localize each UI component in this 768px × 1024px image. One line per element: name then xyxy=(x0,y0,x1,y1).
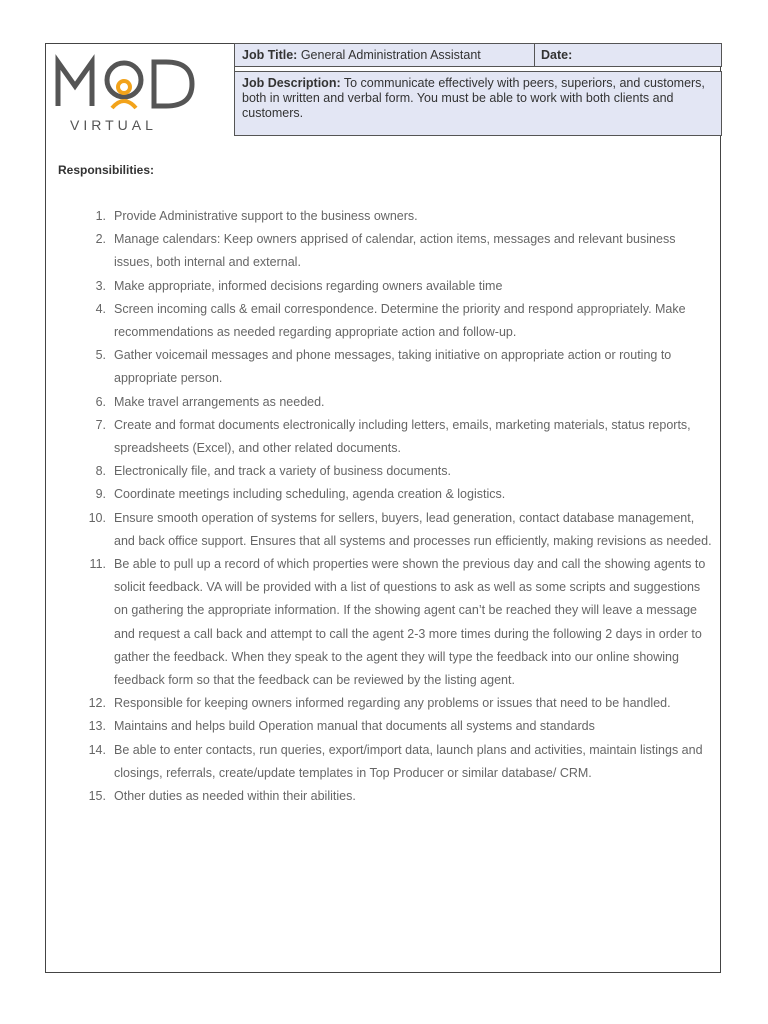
document-header xyxy=(46,44,720,137)
document-page xyxy=(45,43,721,973)
job-title-value: General Administration Assistant xyxy=(300,48,481,62)
list-item-number: 4. xyxy=(95,301,106,316)
list-item xyxy=(68,507,716,553)
list-item-number: 7. xyxy=(95,417,106,432)
list-item-text: Screen incoming calls & email correspondence. Determine the priority and respond appropriately. Make recommendations as needed regarding appropriate action and follow-up. xyxy=(114,301,686,340)
list-item-number: 5. xyxy=(95,348,106,363)
job-description-cell xyxy=(235,71,722,136)
list-item xyxy=(68,228,716,274)
list-item xyxy=(68,205,716,228)
list-item-text: Be able to pull up a record of which properties were shown the previous day and call the showing agents to solicit feedback. VA will be provided with a list of questions to ask as well as some scripts and suggestions on gathering the appropriate information. If the showing agent can’t be reached they will leave a message and request a call back and attempt to call the agent 2-3 more times during the following 2 days in order to gather the feedback. When they speak to the agent they will type the feedback into our online showing feedback form so that the feedback can be reviewed by the listing agent. xyxy=(114,557,706,688)
list-item-text: Be able to enter contacts, run queries, export/import data, launch plans and activities, maintain listings and closings, referrals, create/update templates in Top Producer or similar database/ CRM. xyxy=(114,742,703,780)
list-item xyxy=(68,298,716,344)
list-item xyxy=(68,692,716,715)
list-item-text: Provide Administrative support to the business owners. xyxy=(114,209,418,223)
list-item xyxy=(68,715,716,738)
responsibilities-list xyxy=(68,205,716,808)
list-item-text: Create and format documents electronically including letters, emails, marketing materials, status reports, spreadsheets (Excel), and other related documents. xyxy=(114,417,691,456)
job-title-label: Job Title: xyxy=(242,48,298,62)
list-item-number: 8. xyxy=(95,464,106,479)
job-description-text: To communicate effectively with peers, superiors, and customers, both in written and verbal form. You must be able to work with both clients and customers. xyxy=(242,76,705,120)
job-description-label: Job Description: xyxy=(242,76,341,90)
logo-subtitle: VIRTUAL xyxy=(70,117,157,133)
date-label: Date: xyxy=(541,48,573,62)
list-item-text: Ensure smooth operation of systems for sellers, buyers, lead generation, contact database management, and back office support. Ensures that all systems and processes run efficiently, making revisions as needed. xyxy=(114,510,712,548)
list-item-text: Electronically file, and track a variety of business documents. xyxy=(114,464,451,479)
list-item-number: 1. xyxy=(95,209,106,223)
list-item xyxy=(68,460,716,483)
list-item-text: Make travel arrangements as needed. xyxy=(114,394,325,409)
list-item-number: 2. xyxy=(95,232,106,247)
list-item-number: 14. xyxy=(88,742,106,757)
list-item-text: Manage calendars: Keep owners apprised of calendar, action items, messages and relevant business issues, both internal and external. xyxy=(114,232,676,270)
list-item-number: 6. xyxy=(95,394,106,409)
list-item-number: 10. xyxy=(88,510,106,525)
list-item-text: Gather voicemail messages and phone messages, taking initiative on appropriate action or routing to appropriate person. xyxy=(114,348,672,386)
list-item-number: 11. xyxy=(89,557,106,572)
job-title-cell xyxy=(235,44,535,66)
job-title-row xyxy=(235,43,722,67)
list-item-number: 12. xyxy=(88,696,106,711)
job-info-table xyxy=(234,43,723,136)
list-item xyxy=(68,739,716,785)
list-item xyxy=(68,483,716,506)
company-logo xyxy=(54,50,204,134)
responsibilities-heading: Responsibilities: xyxy=(58,163,155,177)
list-item-text: Maintains and helps build Operation manual that documents all systems and standards xyxy=(114,719,595,734)
list-item-text: Make appropriate, informed decisions regarding owners available time xyxy=(114,278,503,293)
list-item xyxy=(68,785,716,808)
mod-virtual-logo-mark xyxy=(54,50,204,134)
list-item-text: Responsible for keeping owners informed regarding any problems or issues that need to be handled. xyxy=(114,696,671,711)
list-item-number: 13. xyxy=(88,719,106,734)
list-item-number: 9. xyxy=(95,487,106,502)
list-item xyxy=(68,344,716,390)
list-item xyxy=(68,553,716,692)
list-item xyxy=(68,275,716,298)
list-item-number: 3. xyxy=(95,278,106,293)
list-item-text: Coordinate meetings including scheduling, agenda creation & logistics. xyxy=(114,487,506,502)
list-item-number: 15. xyxy=(88,789,106,804)
date-cell xyxy=(535,44,720,66)
list-item xyxy=(68,414,716,460)
list-item-text: Other duties as needed within their abilities. xyxy=(114,789,356,804)
list-item xyxy=(68,391,716,414)
